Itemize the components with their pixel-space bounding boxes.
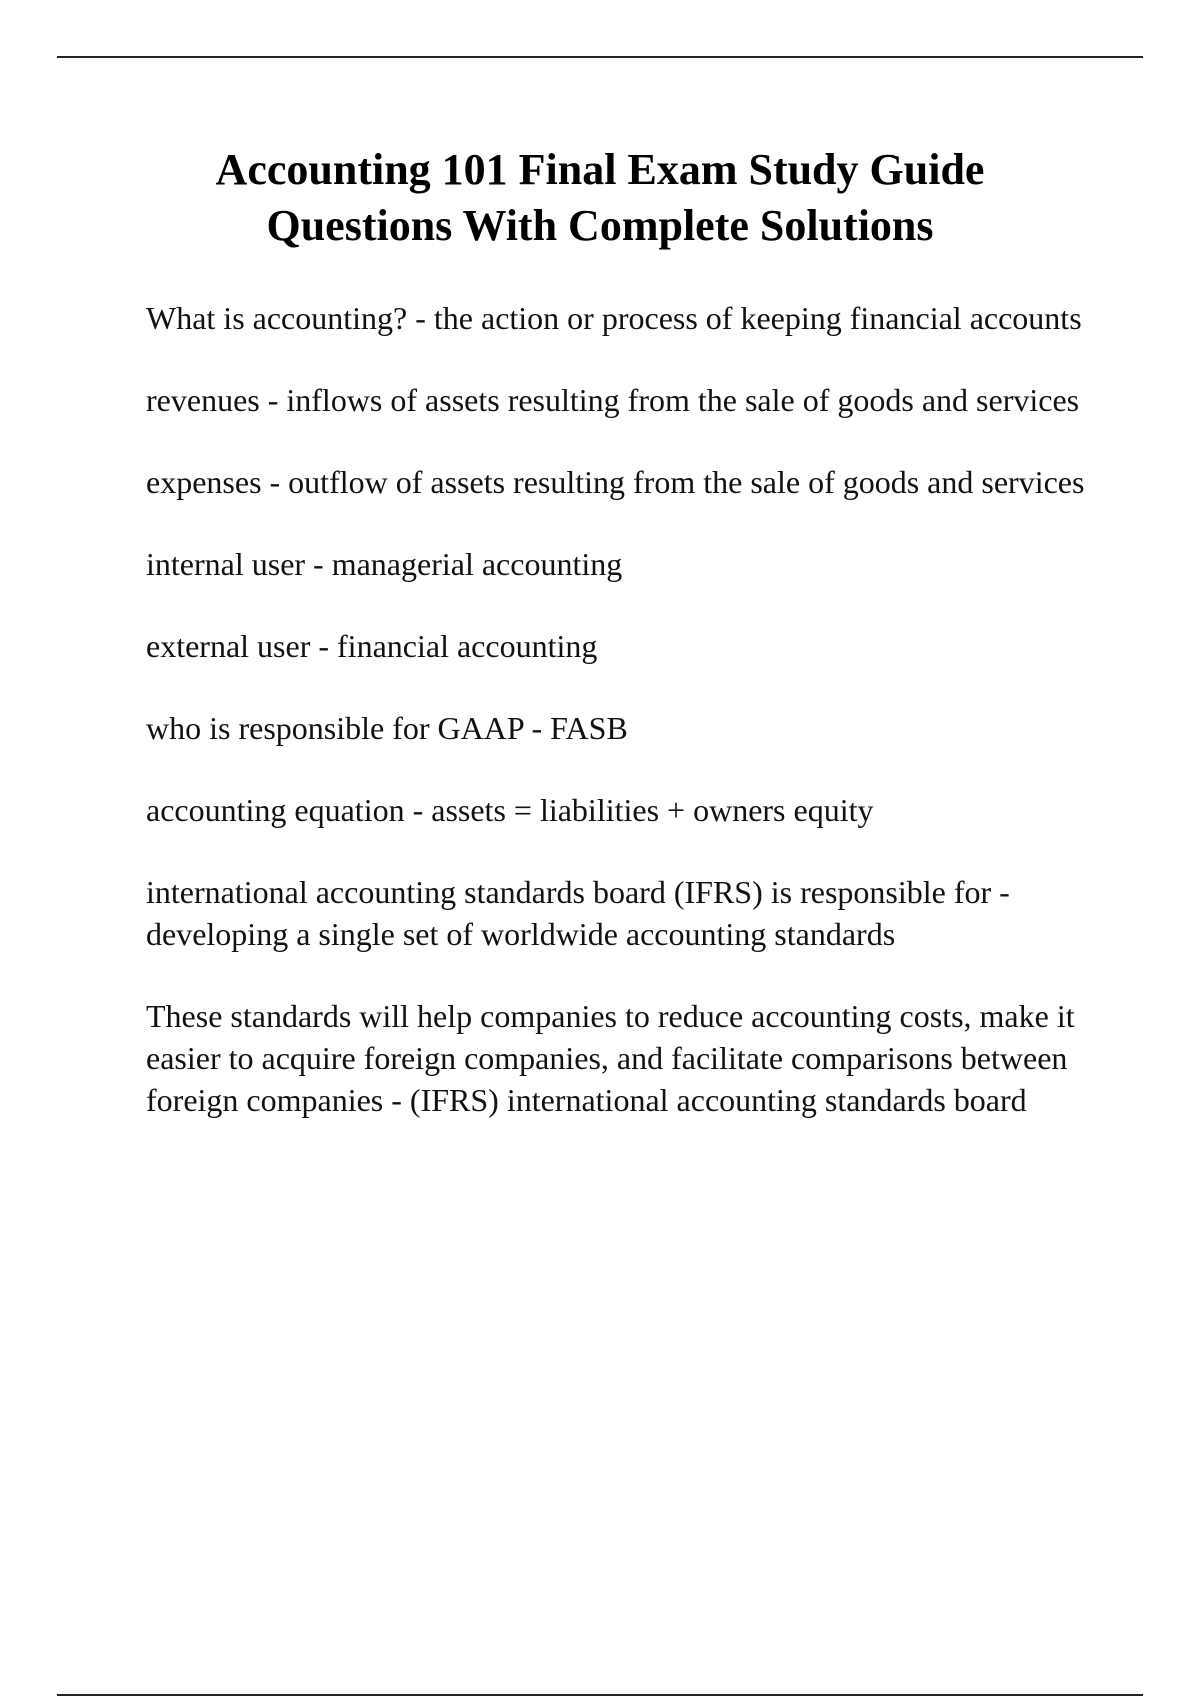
qa-item-what-is-accounting: What is accounting? - the action or process of keeping financial accounts: [146, 300, 1082, 336]
qa-item-revenues: revenues - inflows of assets resulting from the sale of goods and services: [146, 382, 1080, 418]
title-line-2: Questions With Complete Solutions: [266, 201, 934, 250]
qa-item-ifrs-benefits: These standards will help companies to reduce accounting costs, make it easier to acquire foreign companies, and facilitate comparisons between foreign companies - (IFRS) international accounting standards board: [146, 998, 1075, 1118]
qa-item-expenses: expenses - outflow of assets resulting from the sale of goods and services: [146, 464, 1085, 500]
qa-item-accounting-equation: accounting equation - assets = liabilities + owners equity: [146, 792, 874, 828]
qa-item-external-user: external user - financial accounting: [146, 628, 598, 664]
top-divider: [57, 56, 1143, 58]
qa-item-internal-user: internal user - managerial accounting: [146, 546, 623, 582]
bottom-divider: [57, 1694, 1143, 1696]
document-title: [60, 142, 1140, 254]
qa-item-gaap: who is responsible for GAAP - FASB: [146, 710, 628, 746]
qa-item-iasb-responsibility: international accounting standards board (IFRS) is responsible for - developing a single set of worldwide accounting standards: [146, 874, 1010, 952]
qa-list: [146, 297, 1096, 1161]
title-line-1: Accounting 101 Final Exam Study Guide: [215, 145, 985, 194]
